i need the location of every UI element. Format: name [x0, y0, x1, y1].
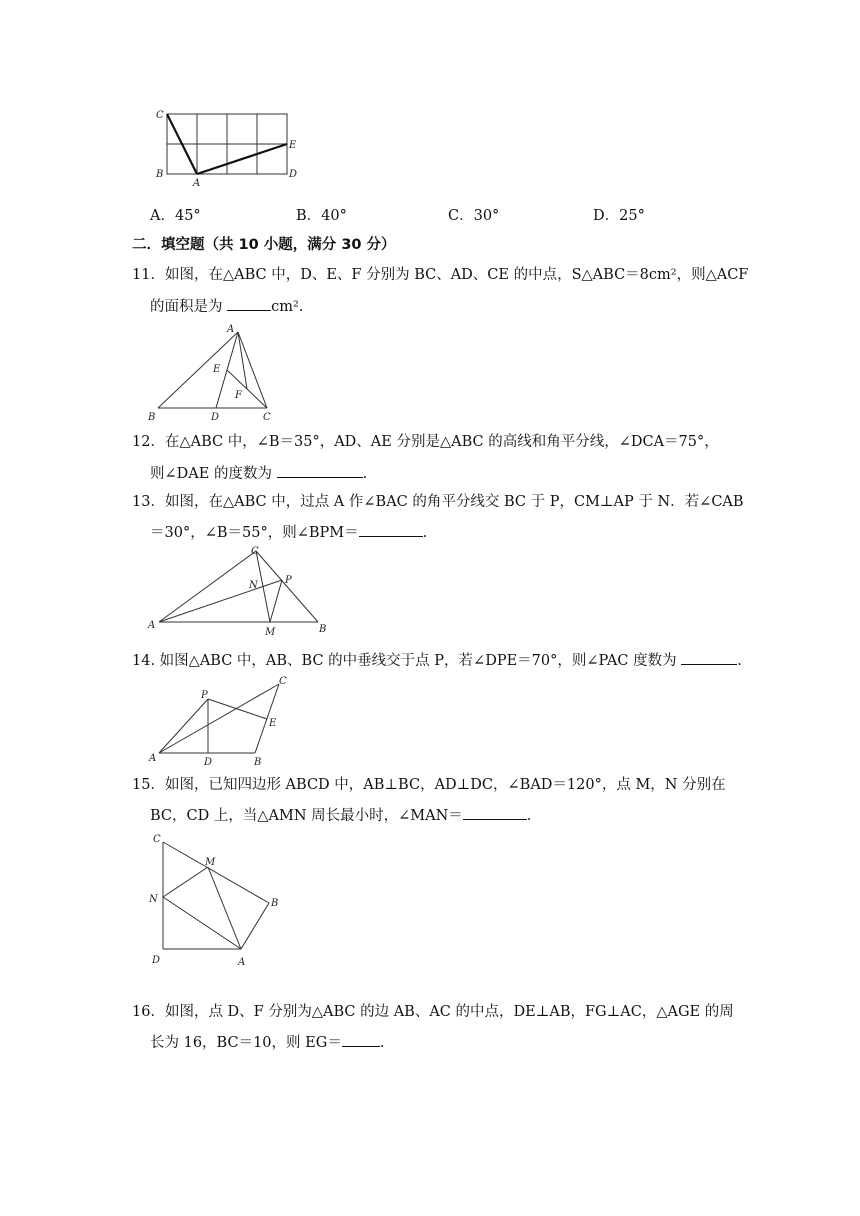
- q14-label-p: P: [201, 690, 208, 701]
- q11-label-a: A: [227, 324, 235, 335]
- q13-text-pre: ＝30°，∠B＝55°，则∠BPM＝: [150, 525, 359, 541]
- q12-text-post: .: [362, 466, 368, 482]
- q11-text-line1: 11．如图，在△ABC 中，D、E、F 分别为 BC、AD、CE 的中点，S△ABC＝8cm²，则△ACF: [132, 267, 749, 283]
- q14-label-d: D: [204, 757, 213, 768]
- q15-answer-blank[interactable]: [463, 805, 527, 820]
- q10-label-a: A: [193, 178, 201, 189]
- q14-label-a: A: [149, 753, 157, 764]
- q12-text-line2: [150, 463, 367, 484]
- q11-text-pre: 的面积是为: [150, 299, 223, 315]
- q13-label-a: A: [148, 620, 156, 631]
- q15-label-n: N: [149, 894, 158, 905]
- q10-label-c: C: [156, 110, 164, 121]
- q13-label-c: C: [251, 546, 259, 557]
- q13-label-p: P: [285, 575, 292, 586]
- q12-text-line1: 12．在△ABC 中，∠B＝35°，AD、AE 分别是△ABC 的高线和角平分线，∠DCA＝75°，: [132, 434, 719, 450]
- q10-option-a[interactable]: A．45°: [150, 208, 201, 224]
- q11-text-line2: [150, 296, 303, 317]
- q10-label-e: E: [289, 140, 297, 151]
- q16-text-post: .: [379, 1035, 385, 1051]
- q15-label-c: C: [153, 834, 161, 845]
- q14-text-line1: [132, 650, 742, 671]
- q11-label-b: B: [148, 412, 156, 423]
- q15-label-m: M: [205, 857, 216, 868]
- q10-label-b: B: [156, 169, 164, 180]
- q15-figure: [145, 828, 290, 970]
- q12-text-pre: 则∠DAE 的度数为: [150, 466, 272, 482]
- q16-text-line2: [150, 1032, 384, 1053]
- q13-label-n: N: [249, 580, 258, 591]
- q10-figure: [150, 105, 310, 190]
- q14-figure: [145, 672, 295, 772]
- q11-label-d: D: [211, 412, 220, 423]
- q10-option-d[interactable]: D．25°: [593, 208, 645, 224]
- q13-text-line2: [150, 522, 427, 543]
- q13-figure: [145, 543, 335, 640]
- q15-text-pre: BC，CD 上，当△AMN 周长最小时，∠MAN＝: [150, 808, 463, 824]
- q16-text-line1: 16．如图，点 D、F 分别为△ABC 的边 AB、AC 的中点，DE⊥AB，FG⊥AC，△AGE 的周: [132, 1004, 734, 1020]
- q16-text-pre: 长为 16，BC＝10，则 EG＝: [150, 1035, 342, 1051]
- q13-answer-blank[interactable]: [359, 522, 423, 537]
- q13-label-b: B: [319, 624, 327, 635]
- q13-text-post: .: [422, 525, 428, 541]
- q15-text-line2: [150, 805, 531, 826]
- q10-label-d: D: [289, 169, 298, 180]
- q11-label-e: E: [213, 364, 221, 375]
- q11-label-c: C: [263, 412, 271, 423]
- q14-label-e: E: [269, 718, 277, 729]
- q12-answer-blank[interactable]: [277, 463, 363, 478]
- q15-text-post: .: [526, 808, 532, 824]
- q16-answer-blank[interactable]: [342, 1032, 380, 1047]
- q11-figure: [145, 322, 280, 427]
- q11-text-post: cm².: [271, 299, 304, 315]
- section-heading: 二．填空题（共 10 小题，满分 30 分）: [132, 237, 396, 253]
- q14-text-post: .: [737, 653, 742, 669]
- q14-label-b: B: [254, 757, 262, 768]
- q15-text-line1: 15．如图，已知四边形 ABCD 中，AB⊥BC，AD⊥DC，∠BAD＝120°，点 M，N 分别在: [132, 777, 726, 793]
- q10-option-c[interactable]: C．30°: [448, 208, 500, 224]
- q13-label-m: M: [265, 627, 276, 638]
- q15-label-b: B: [271, 898, 279, 909]
- q15-label-d: D: [152, 955, 161, 966]
- q11-label-f: F: [235, 390, 242, 401]
- q14-answer-blank[interactable]: [681, 650, 737, 665]
- q10-option-b[interactable]: B．40°: [296, 208, 347, 224]
- q14-text-pre: 14. 如图△ABC 中，AB、BC 的中垂线交于点 P，若∠DPE＝70°，则∠PAC 度数为: [132, 653, 677, 669]
- q11-answer-blank[interactable]: [227, 296, 271, 311]
- q13-text-line1: 13．如图，在△ABC 中，过点 A 作∠BAC 的角平分线交 BC 于 P，CM⊥AP 于 N．若∠CAB: [132, 494, 744, 510]
- q14-label-c: C: [279, 676, 287, 687]
- q15-label-a: A: [238, 957, 246, 968]
